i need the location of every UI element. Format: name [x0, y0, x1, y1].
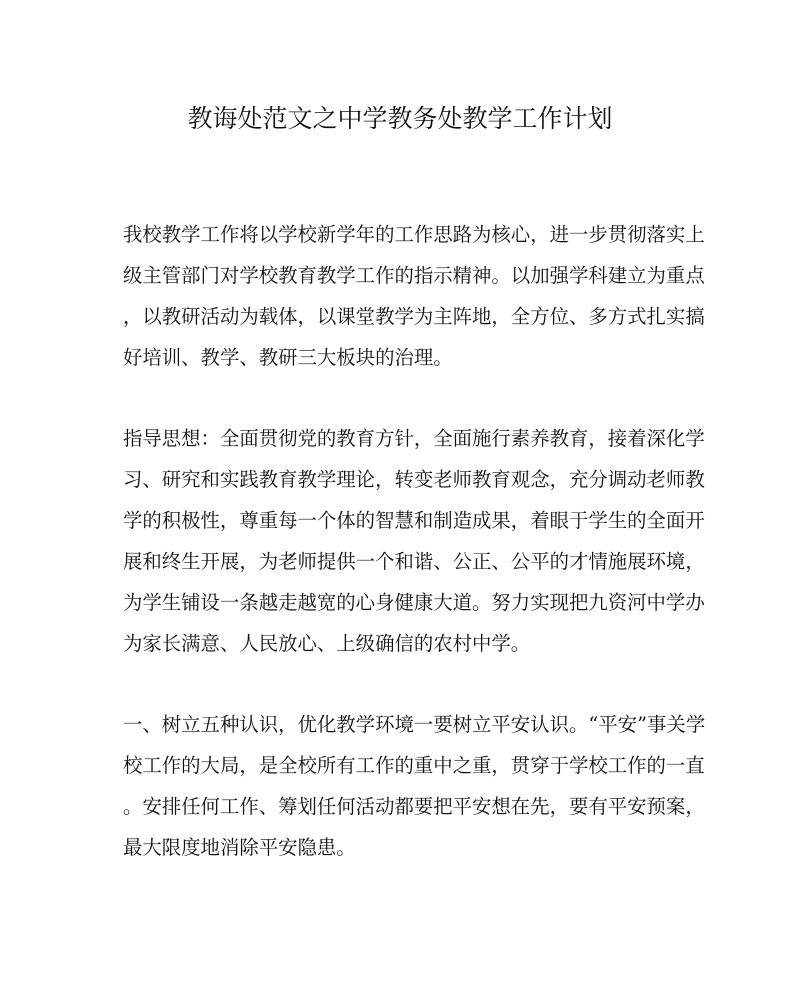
paragraph-line: 最大限度地消除平安隐患。: [123, 836, 356, 859]
paragraph-line: ，以教研活动为载体，以课堂教学为主阵地，全方位、多方式扎实搞: [123, 305, 705, 328]
paragraph-line: 学的积极性，尊重每一个体的智慧和制造成果，着眼于学生的全面开: [123, 509, 705, 532]
document-title: 教诲处范文之中学教务处教学工作计划: [187, 104, 613, 133]
paragraph-line: 好培训、教学、教研三大板块的治理。: [123, 346, 453, 369]
paragraph-line: 一、树立五种认识，优化教学环境一要树立平安认识。“平安”事关学: [123, 713, 706, 736]
paragraph-line: 习、研究和实践教育教学理论，转变老师教育观念，充分调动老师教: [123, 468, 705, 491]
paragraph-section-one: [123, 704, 706, 868]
paragraph-guiding-thought: [123, 418, 705, 664]
paragraph-line: 级主管部门对学校教育教学工作的指示精神。以加强学科建立为重点: [123, 264, 705, 287]
paragraph-line: 展和终生开展，为老师提供一个和谐、公正、公平的才情施展环境，: [123, 550, 705, 573]
paragraph-line: 指导思想：全面贯彻党的教育方针，全面施行素养教育，接着深化学: [123, 427, 705, 450]
paragraph-line: 为家长满意、人民放心、上级确信的农村中学。: [123, 632, 531, 655]
paragraph-line: 为学生铺设一条越走越宽的心身健康大道。努力实现把九资河中学办: [123, 591, 705, 614]
paragraph-line: 。安排任何工作、筹划任何活动都要把平安想在先，要有平安预案，: [123, 795, 705, 818]
paragraph-line: 我校教学工作将以学校新学年的工作思路为核心，进一步贯彻落实上: [123, 223, 705, 246]
paragraph-line: 校工作的大局，是全校所有工作的重中之重，贯穿于学校工作的一直: [123, 754, 705, 777]
paragraph-intro: [123, 214, 705, 378]
